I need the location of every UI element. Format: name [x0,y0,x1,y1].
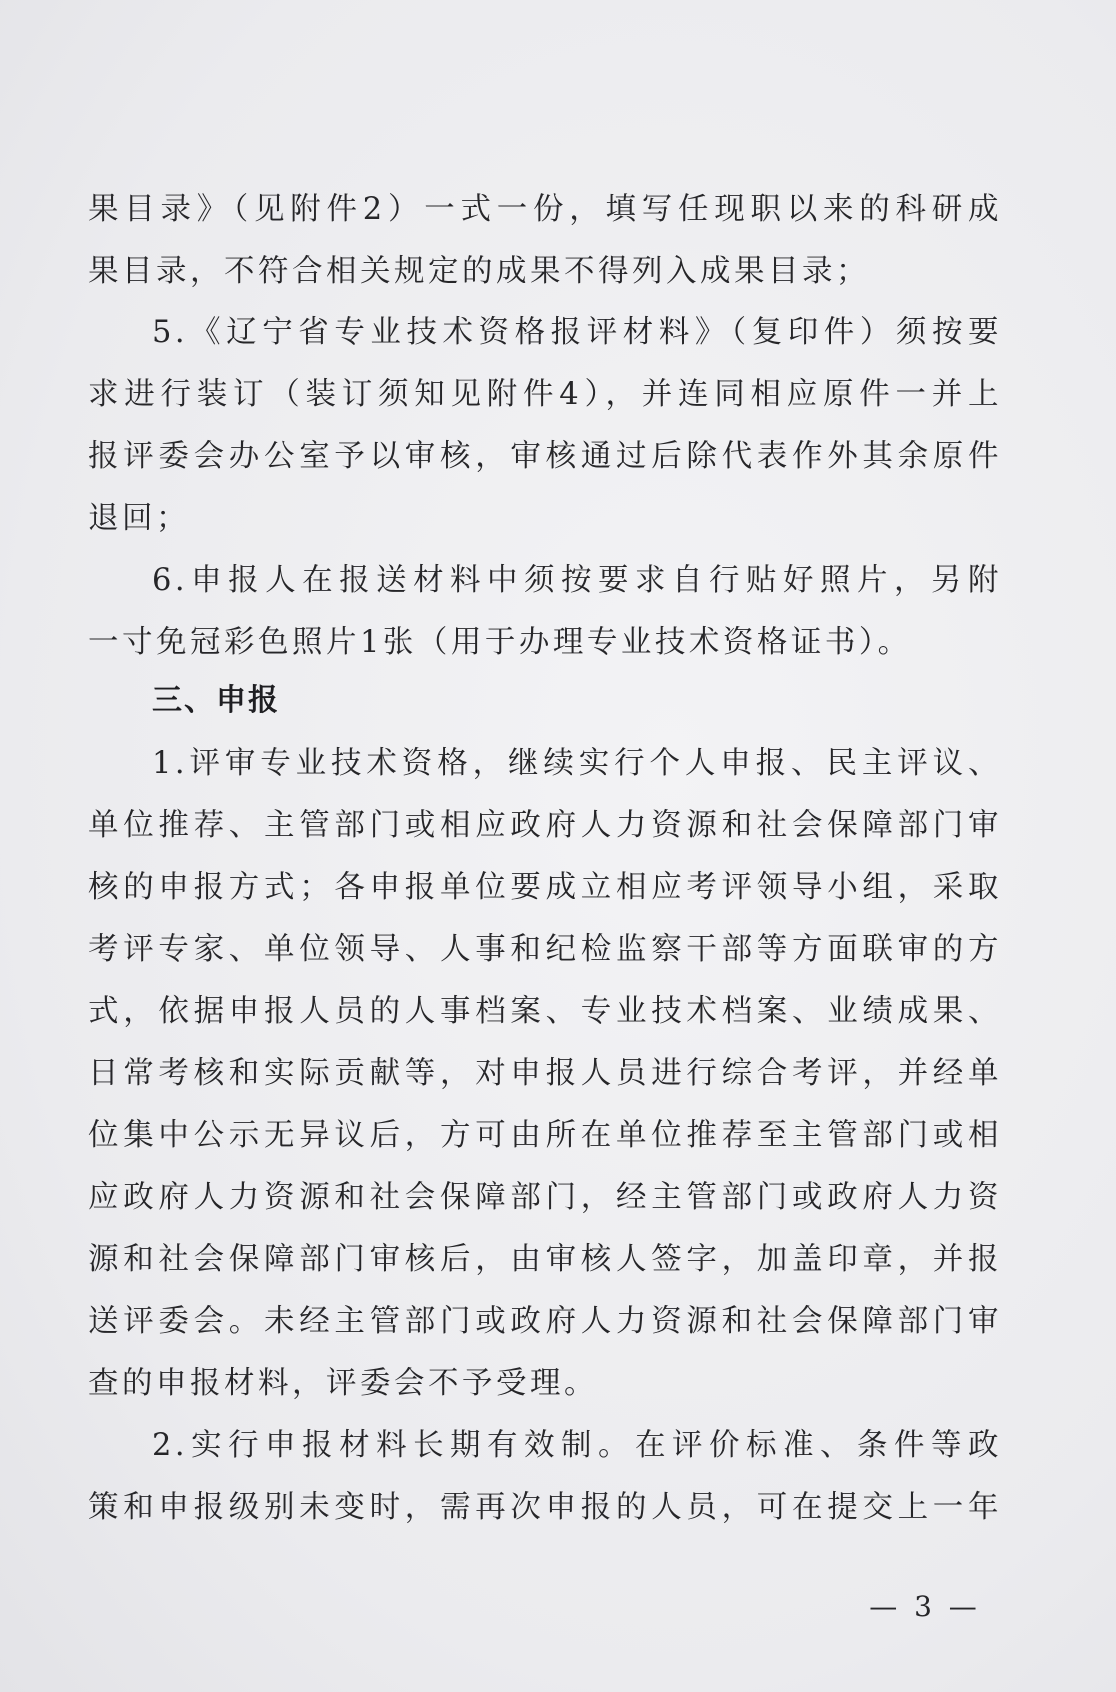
text-line: 源和社会保障部门审核后，由审核人签字，加盖印章，并报 [88,1242,1002,1277]
text-line: 果目录，不符合相关规定的成果不得列入成果目录； [88,254,870,289]
text-line: 一寸免冠彩色照片1张（用于办理专业技术资格证书）。 [88,625,912,660]
text-line: 退回； [88,501,190,536]
text-line: 6.申报人在报送材料中须按要求自行贴好照片，另附 [152,563,1002,598]
page-number: — 3 — [869,1590,981,1623]
text-line: 位集中公示无异议后，方可由所在单位推荐至主管部门或相 [88,1118,1002,1153]
text-line: 式，依据申报人员的人事档案、专业技术档案、业绩成果、 [88,994,1002,1029]
text-line: 核的申报方式；各申报单位要成立相应考评领导小组，采取 [88,870,1002,905]
text-line: 送评委会。未经主管部门或政府人力资源和社会保障部门审 [88,1304,1002,1339]
text-line: 2.实行申报材料长期有效制。在评价标准、条件等政 [152,1428,1002,1463]
text-line: 求进行装订（装订须知见附件4），并连同相应原件一并上 [88,377,1002,412]
text-line: 策和申报级别未变时，需再次申报的人员，可在提交上一年 [88,1490,1002,1525]
text-line: 单位推荐、主管部门或相应政府人力资源和社会保障部门审 [88,808,1002,843]
section-heading: 三、申报 [152,683,280,718]
text-line: 考评专家、单位领导、人事和纪检监察干部等方面联审的方 [88,932,1002,967]
text-line: 日常考核和实际贡献等，对申报人员进行综合考评，并经单 [88,1056,1002,1091]
text-line: 果目录》（见附件2）一式一份，填写任现职以来的科研成 [88,192,1002,227]
text-line: 5.《辽宁省专业技术资格报评材料》（复印件）须按要 [152,315,1002,350]
text-line: 应政府人力资源和社会保障部门，经主管部门或政府人力资 [88,1180,1002,1215]
text-line: 报评委会办公室予以审核，审核通过后除代表作外其余原件 [88,439,1002,474]
text-line: 1.评审专业技术资格，继续实行个人申报、民主评议、 [152,746,1002,781]
text-line: 查的申报材料，评委会不予受理。 [88,1366,598,1401]
